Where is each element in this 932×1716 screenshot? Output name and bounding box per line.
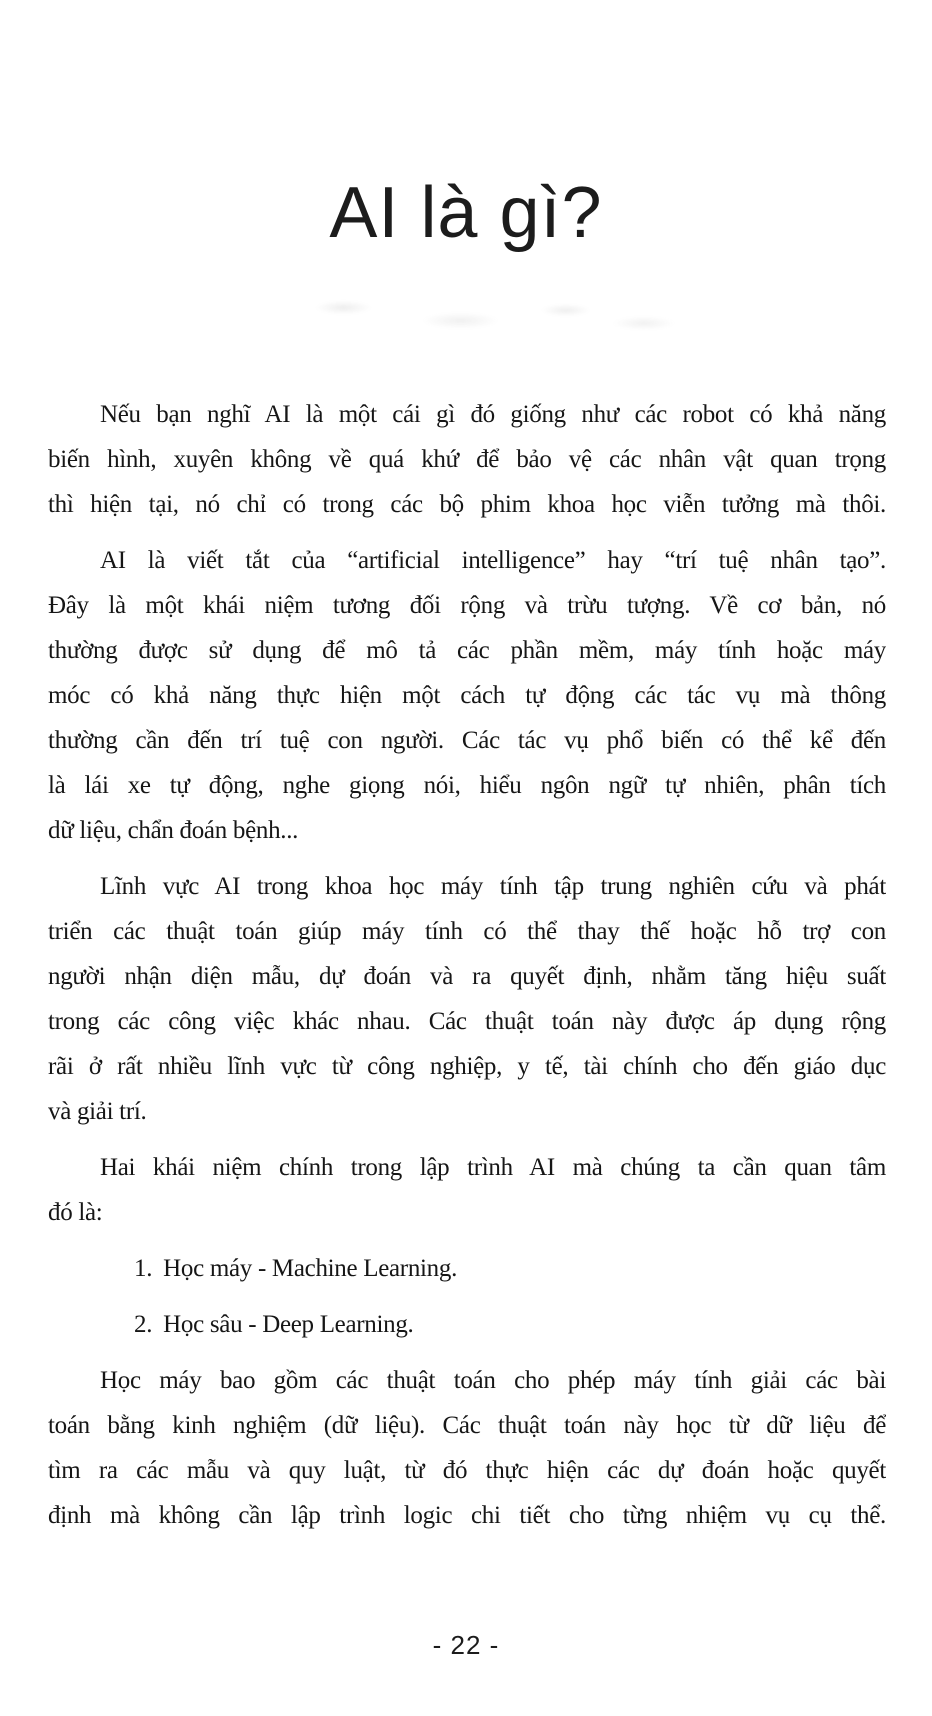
text-line: biến hình, xuyên không về quá khứ để bảo vệ các nhân vật quan trọng: [48, 446, 886, 473]
page-body: [48, 392, 886, 1549]
page-smudge: [285, 292, 675, 344]
text-line: thường cần đến trí tuệ con người. Các tác vụ phổ biến có thể kể đến: [48, 727, 886, 754]
paragraph: [48, 538, 886, 853]
text-line: người nhận diện mẫu, dự đoán và ra quyết định, nhằm tăng hiệu suất: [48, 963, 886, 990]
paragraph: [48, 864, 886, 1134]
text-line: toán bằng kinh nghiệm (dữ liệu). Các thuật toán này học từ dữ liệu để: [48, 1412, 886, 1439]
text-line: AI là viết tắt của “artificial intelligence” hay “trí tuệ nhân tạo”.: [100, 547, 886, 574]
text-line: tìm ra các mẫu và quy luật, từ đó thực hiện các dự đoán hoặc quyết: [48, 1457, 886, 1484]
text-line: Nếu bạn nghĩ AI là một cái gì đó giống như các robot có khả năng: [100, 401, 886, 428]
paragraph: [48, 392, 886, 527]
list-item-number: 2.: [134, 1311, 153, 1338]
text-line: thì hiện tại, nó chỉ có trong các bộ phim khoa học viễn tưởng mà thôi.: [48, 491, 886, 518]
page-number: - 22 -: [432, 1630, 500, 1660]
text-line: Lĩnh vực AI trong khoa học máy tính tập trung nghiên cứu và phát: [100, 873, 886, 900]
text-line: là lái xe tự động, nghe giọng nói, hiểu ngôn ngữ tự nhiên, phân tích: [48, 772, 886, 799]
text-line: định mà không cần lập trình logic chi tiết cho từng nhiệm vụ cụ thể.: [48, 1502, 886, 1529]
text-line: rãi ở rất nhiều lĩnh vực từ công nghiệp, y tế, tài chính cho đến giáo dục: [48, 1053, 886, 1080]
text-line: đó là:: [48, 1199, 103, 1226]
paragraph: [48, 1145, 886, 1235]
text-line: thường được sử dụng để mô tả các phần mềm, máy tính hoặc máy: [48, 637, 886, 664]
text-line: Đây là một khái niệm tương đối rộng và trừu tượng. Về cơ bản, nó: [48, 592, 886, 619]
page-title: AI là gì?: [329, 173, 603, 253]
text-line: trong các công việc khác nhau. Các thuật toán này được áp dụng rộng: [48, 1008, 886, 1035]
text-line: móc có khả năng thực hiện một cách tự động các tác vụ mà thông: [48, 682, 886, 709]
list-item: [48, 1246, 886, 1291]
list-item-text: Học sâu - Deep Learning.: [163, 1311, 414, 1338]
list-item-number: 1.: [134, 1255, 153, 1282]
list-item-text: Học máy - Machine Learning.: [163, 1255, 458, 1282]
text-line: triển các thuật toán giúp máy tính có thể thay thế hoặc hỗ trợ con: [48, 918, 886, 945]
text-line: Hai khái niệm chính trong lập trình AI mà chúng ta cần quan tâm: [100, 1154, 886, 1181]
text-line: Học máy bao gồm các thuật toán cho phép máy tính giải các bài: [100, 1367, 886, 1394]
text-line: và giải trí.: [48, 1098, 147, 1125]
numbered-list: [48, 1246, 886, 1347]
list-item: [48, 1302, 886, 1347]
text-line: dữ liệu, chẩn đoán bệnh...: [48, 817, 299, 844]
paragraph: [48, 1358, 886, 1538]
